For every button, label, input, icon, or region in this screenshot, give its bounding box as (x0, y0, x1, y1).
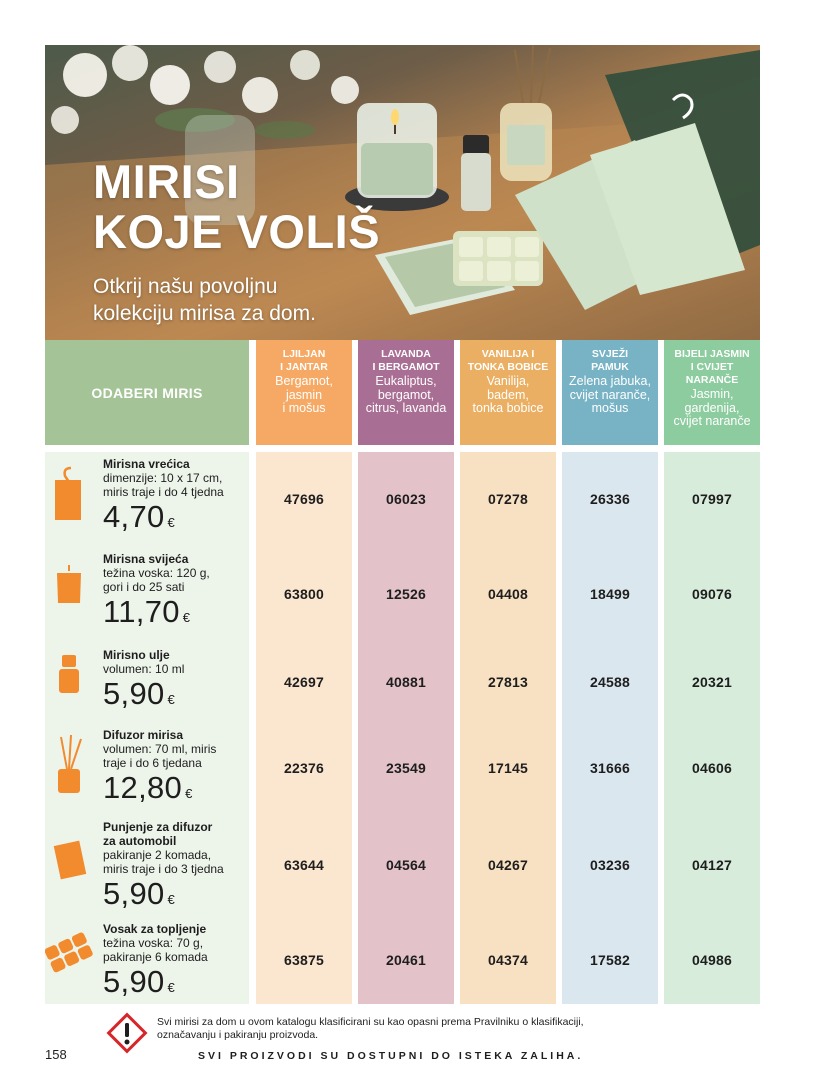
product-code: 27813 (488, 674, 528, 690)
product-row (45, 452, 249, 547)
oil-bottle-icon (51, 655, 87, 700)
hazard-disclaimer: Svi mirisi za dom u ovom katalogu klasificirani su kao opasni prema Pravilniku o klasifikaciji, označavanju i pakiranju proizvoda. (157, 1016, 584, 1041)
product-code: 17145 (488, 760, 528, 776)
price-value: 4,70 (103, 499, 165, 534)
product-code: 17582 (590, 951, 630, 968)
car-diffuser-refill-icon (53, 837, 89, 890)
currency-symbol: € (167, 692, 176, 707)
product-code: 06023 (386, 490, 426, 507)
scent-notes: Zelena jabuka, cvijet naranče, mošus (568, 374, 651, 415)
product-code: 63800 (284, 586, 324, 602)
scent-notes: Eukaliptus, bergamot, citrus, lavanda (365, 374, 447, 415)
choose-scent-header: ODABERI MIRIS (45, 340, 249, 445)
scent-name-cont: I JANTAR (280, 361, 328, 373)
hero-banner (45, 45, 760, 340)
product-price (103, 772, 193, 810)
scent-column-body (460, 452, 556, 1004)
price-value: 5,90 (103, 876, 165, 911)
price-value: 11,70 (103, 594, 180, 629)
product-code: 23549 (386, 760, 426, 776)
scent-name: BIJELI JASMIN (674, 348, 750, 360)
product-code: 24588 (590, 674, 630, 690)
hero-title-line1: MIRISI (93, 155, 240, 208)
scent-notes: Vanilija, badem, tonka bobice (472, 374, 544, 415)
product-description: težina voska: 120 g, gori i do 25 sati (103, 566, 210, 594)
product-price (103, 678, 175, 716)
product-code: 04408 (488, 586, 528, 602)
product-description: volumen: 10 ml (103, 662, 185, 676)
product-price (103, 878, 175, 916)
product-code: 04127 (692, 857, 732, 873)
availability-note: SVI PROIZVODI SU DOSTUPNI DO ISTEKA ZALIHA. (198, 1050, 584, 1062)
product-price (103, 966, 175, 1004)
product-name: Mirisna svijeća (103, 552, 189, 566)
product-name: Vosak za topljenje (103, 922, 207, 936)
currency-symbol: € (167, 515, 176, 530)
scent-column-header (664, 340, 760, 445)
product-name: Difuzor mirisa (103, 728, 184, 742)
hero-subtitle-line1: Otkrij našu povoljnu (93, 275, 278, 298)
scent-column-header (358, 340, 454, 445)
product-code: 07997 (692, 490, 732, 507)
hazard-exclamation-icon (106, 1012, 148, 1054)
product-code: 03236 (590, 857, 630, 873)
hero-subtitle (93, 273, 316, 327)
product-code: 04564 (386, 857, 426, 873)
product-name: Mirisna vrećica (103, 457, 190, 471)
candle-icon (51, 565, 87, 610)
scent-name-cont: I BERGAMOT (372, 361, 440, 373)
price-value: 5,90 (103, 676, 165, 711)
reed-diffuser-icon (51, 735, 87, 800)
currency-symbol: € (182, 610, 191, 625)
currency-symbol: € (185, 786, 193, 801)
price-value: 12,80 (103, 770, 183, 805)
product-code: 47696 (284, 490, 324, 507)
product-price (103, 501, 175, 539)
hero-title (93, 157, 380, 257)
product-description: pakiranje 2 komada, miris traje i do 3 tjedna (103, 848, 224, 876)
product-code: 04374 (488, 951, 528, 968)
scent-column-header (256, 340, 352, 445)
product-code: 09076 (692, 586, 732, 602)
product-code: 26336 (590, 490, 630, 507)
product-description: težina voska: 70 g, pakiranje 6 komada (103, 936, 208, 964)
product-price (103, 596, 190, 634)
scent-name: LJILJAN (282, 348, 326, 360)
product-code: 22376 (284, 760, 324, 776)
product-row (45, 547, 249, 643)
scent-column-body (358, 452, 454, 1004)
product-code: 63644 (284, 857, 324, 873)
product-code: 04986 (692, 951, 732, 968)
sachet-icon (51, 466, 87, 527)
scent-name-cont: I CVIJET NARANČE (685, 361, 739, 386)
currency-symbol: € (167, 980, 176, 995)
product-code: 63875 (284, 951, 324, 968)
hero-subtitle-line2: kolekciju mirisa za dom. (93, 302, 316, 325)
scent-column-body (562, 452, 658, 1004)
scent-column-header (562, 340, 658, 445)
product-code: 20461 (386, 951, 426, 968)
product-name: Punjenje za difuzor za automobil (103, 820, 213, 848)
product-code: 31666 (590, 760, 630, 776)
scent-name: LAVANDA (381, 348, 431, 360)
product-row (45, 643, 249, 723)
price-value: 5,90 (103, 964, 165, 999)
scent-name: VANILIJA I (481, 348, 535, 360)
product-code: 04606 (692, 760, 732, 776)
product-code: 40881 (386, 674, 426, 690)
scent-name: SVJEŽI (591, 348, 629, 360)
product-code: 12526 (386, 586, 426, 602)
scent-column-body (256, 452, 352, 1004)
scent-column-body (664, 452, 760, 1004)
currency-symbol: € (167, 892, 176, 907)
scent-column-header (460, 340, 556, 445)
scent-name-cont: TONKA BOBICE (467, 361, 549, 373)
product-code: 04267 (488, 857, 528, 873)
product-row (45, 723, 249, 815)
product-row (45, 815, 249, 917)
hero-title-line2: KOJE VOLIŠ (93, 205, 381, 258)
wax-melt-icon (45, 929, 95, 984)
product-description: dimenzije: 10 x 17 cm, miris traje i do 4 tjedna (103, 471, 224, 499)
product-code: 07278 (488, 490, 528, 507)
scent-notes: Bergamot, jasmin i mošus (275, 374, 333, 415)
product-name: Mirisno ulje (103, 648, 170, 662)
product-code: 42697 (284, 674, 324, 690)
scent-notes: Jasmin, gardenija, cvijet naranče (673, 387, 751, 428)
scent-name-cont: PAMUK (591, 361, 629, 373)
product-code: 18499 (590, 586, 630, 602)
product-code: 20321 (692, 674, 732, 690)
product-description: volumen: 70 ml, miris traje i do 6 tjedana (103, 742, 217, 770)
product-row (45, 917, 249, 1004)
page-number: 158 (45, 1047, 67, 1062)
